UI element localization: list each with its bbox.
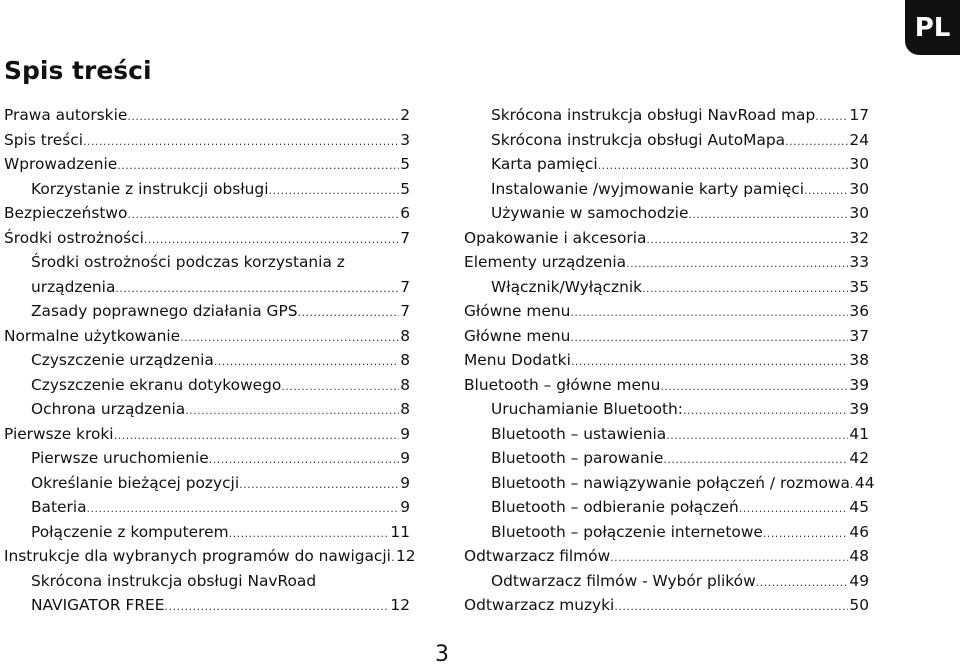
toc-entry[interactable] bbox=[464, 495, 869, 520]
toc-entry-page: 8 bbox=[400, 400, 410, 418]
dot-leader bbox=[626, 250, 848, 275]
toc-entry[interactable] bbox=[464, 128, 869, 153]
dot-leader bbox=[756, 569, 849, 594]
dot-leader bbox=[646, 226, 848, 251]
toc-entry-title: Bateria bbox=[31, 498, 87, 516]
dot-leader bbox=[666, 422, 848, 447]
dot-leader bbox=[804, 177, 848, 202]
toc-entry-page: 7 bbox=[400, 228, 410, 247]
dot-leader bbox=[83, 128, 399, 153]
toc-entry[interactable] bbox=[4, 520, 410, 545]
toc-entry-title: urządzenia bbox=[31, 277, 116, 296]
toc-entry-page bbox=[316, 569, 317, 594]
dot-leader bbox=[614, 593, 848, 618]
toc-entry-page: 45 bbox=[849, 498, 869, 516]
toc-entry-title: Zasady poprawnego działania GPS bbox=[31, 302, 298, 320]
dot-leader bbox=[642, 275, 848, 300]
toc-entry-page: 3 bbox=[400, 130, 410, 149]
dot-leader bbox=[127, 103, 399, 128]
toc-entry-title: Skrócona instrukcja obsługi NavRoad map bbox=[491, 106, 816, 124]
toc-entry-page: 12 bbox=[395, 547, 416, 565]
toc-entry-page: 2 bbox=[400, 106, 410, 124]
toc-entry-title: Wprowadzenie bbox=[4, 155, 118, 173]
toc-entry-page: 49 bbox=[849, 571, 869, 590]
toc-entry-page: 44 bbox=[854, 473, 875, 492]
toc-entry[interactable] bbox=[4, 177, 410, 202]
toc-entry-page: 32 bbox=[849, 228, 869, 247]
toc-entry-page: 36 bbox=[849, 302, 869, 320]
dot-leader bbox=[663, 446, 848, 471]
toc-entry-title: Skrócona instrukcja obsługi AutoMapa bbox=[491, 130, 786, 149]
toc-entry-page: 33 bbox=[849, 253, 869, 271]
dot-leader bbox=[87, 495, 400, 520]
toc-entry-page bbox=[345, 250, 346, 275]
toc-entry-title: Odtwarzacz filmów bbox=[464, 547, 611, 565]
toc-entry-page: 9 bbox=[400, 424, 410, 443]
dot-leader bbox=[298, 299, 400, 324]
toc-entry-title: Elementy urządzenia bbox=[464, 253, 627, 271]
toc-entry[interactable] bbox=[464, 471, 875, 496]
toc-entry-title: Odtwarzacz muzyki bbox=[464, 596, 615, 614]
toc-entry-title: Menu Dodatki bbox=[464, 351, 571, 369]
toc-entry-title: Skrócona instrukcja obsługi NavRoad bbox=[31, 571, 317, 590]
toc-entry-page: 35 bbox=[849, 277, 869, 296]
dot-leader bbox=[144, 226, 399, 251]
toc-entry[interactable] bbox=[4, 397, 410, 422]
toc-entry[interactable] bbox=[464, 201, 869, 226]
toc-entry[interactable] bbox=[4, 152, 410, 177]
toc-entry-page: 9 bbox=[400, 473, 410, 492]
toc-entry[interactable] bbox=[464, 152, 869, 177]
toc-entry-title: Włącznik/Wyłącznik bbox=[491, 277, 643, 296]
toc-entry-title: Bluetooth – ustawienia bbox=[491, 424, 667, 443]
toc-entry-title: Używanie w samochodzie bbox=[491, 204, 689, 222]
dot-leader bbox=[180, 324, 399, 349]
page-number: 3 bbox=[435, 642, 449, 667]
toc-entry-title: Bluetooth – połączenie internetowe bbox=[491, 522, 763, 541]
toc-entry[interactable] bbox=[464, 446, 869, 471]
toc-entry[interactable] bbox=[4, 373, 410, 398]
toc-entry[interactable] bbox=[464, 275, 869, 300]
dot-leader bbox=[571, 348, 849, 373]
toc-entry[interactable] bbox=[4, 544, 416, 569]
toc-entry[interactable] bbox=[4, 593, 410, 618]
toc-entry-title: Środki ostrożności bbox=[4, 228, 144, 247]
toc-entry[interactable] bbox=[4, 250, 410, 275]
toc-entry[interactable] bbox=[4, 299, 410, 324]
toc-left-column bbox=[4, 103, 416, 618]
toc-entry-page: 39 bbox=[849, 375, 869, 394]
toc-entry-title: Pierwsze kroki bbox=[4, 424, 114, 443]
toc-entry[interactable] bbox=[464, 397, 869, 422]
dot-leader bbox=[114, 422, 400, 447]
dot-leader bbox=[598, 152, 849, 177]
toc-entry[interactable] bbox=[4, 569, 410, 594]
toc-entry-title: Uruchamianie Bluetooth: bbox=[491, 400, 683, 418]
toc-entry[interactable] bbox=[4, 103, 410, 128]
language-badge: PL bbox=[905, 0, 960, 55]
toc-entry-page: 48 bbox=[849, 547, 869, 565]
toc-entry-page: 8 bbox=[400, 351, 410, 369]
toc-entry-page: 41 bbox=[849, 424, 869, 443]
toc-entry-page: 5 bbox=[400, 155, 410, 173]
dot-leader bbox=[815, 103, 848, 128]
toc-entry-title: Bluetooth – parowanie bbox=[491, 449, 664, 467]
toc-entry-page: 46 bbox=[849, 522, 869, 541]
toc-entry-page: 8 bbox=[400, 326, 410, 345]
page-title: Spis treści bbox=[4, 56, 152, 85]
dot-leader bbox=[660, 373, 848, 398]
dot-leader bbox=[239, 471, 399, 496]
toc-entry-page: 50 bbox=[849, 596, 869, 614]
toc-entry-page: 42 bbox=[849, 449, 869, 467]
toc-entry[interactable] bbox=[4, 446, 410, 471]
toc-entry[interactable] bbox=[464, 177, 869, 202]
toc-entry[interactable] bbox=[4, 495, 410, 520]
toc-entry-title: Czyszczenie urządzenia bbox=[31, 351, 214, 369]
toc-entry-title: Odtwarzacz filmów - Wybór plików bbox=[491, 571, 756, 590]
toc-entry-title: Główne menu bbox=[464, 326, 571, 345]
toc-entry[interactable] bbox=[464, 348, 869, 373]
toc-entry-title: Czyszczenie ekranu dotykowego bbox=[31, 375, 282, 394]
toc-entry[interactable] bbox=[464, 422, 869, 447]
dot-leader bbox=[570, 324, 848, 349]
dot-leader bbox=[214, 348, 399, 373]
dot-leader bbox=[610, 544, 848, 569]
toc-entry-page: 30 bbox=[849, 155, 869, 173]
toc-entry[interactable] bbox=[464, 324, 869, 349]
dot-leader bbox=[785, 128, 848, 153]
toc-entry[interactable] bbox=[4, 422, 410, 447]
toc-entry-title: Instrukcje dla wybranych programów do nawigacji bbox=[4, 547, 391, 565]
toc-entry[interactable] bbox=[464, 593, 869, 618]
toc-entry-title: Karta pamięci bbox=[491, 155, 598, 173]
toc-entry-page: 5 bbox=[400, 179, 410, 198]
toc-entry[interactable] bbox=[4, 226, 410, 251]
toc-entry[interactable] bbox=[4, 348, 410, 373]
toc-entry-title: Bluetooth – główne menu bbox=[464, 375, 661, 394]
toc-entry-page: 38 bbox=[849, 351, 869, 369]
toc-entry[interactable] bbox=[464, 569, 869, 594]
dot-leader bbox=[739, 495, 849, 520]
toc-entry[interactable] bbox=[464, 544, 869, 569]
dot-leader bbox=[683, 397, 848, 422]
toc-entry-page: 11 bbox=[390, 522, 410, 541]
dot-leader bbox=[570, 299, 848, 324]
toc-entry-title: Bluetooth – odbieranie połączeń bbox=[491, 498, 739, 516]
toc-entry-page: 7 bbox=[400, 302, 410, 320]
toc-entry-page: 8 bbox=[400, 375, 410, 394]
dot-leader bbox=[688, 201, 848, 226]
toc-entry-title: Korzystanie z instrukcji obsługi bbox=[31, 179, 269, 198]
toc-entry-title: Pierwsze uruchomienie bbox=[31, 449, 209, 467]
toc-entry-page: 12 bbox=[390, 596, 410, 614]
toc-entry-title: Bezpieczeństwo bbox=[4, 204, 128, 222]
toc-entry-page: 6 bbox=[400, 204, 410, 222]
dot-leader bbox=[185, 397, 399, 422]
toc-entry-title: Opakowanie i akcesoria bbox=[464, 228, 647, 247]
dot-leader bbox=[209, 446, 399, 471]
toc-entry[interactable] bbox=[464, 250, 869, 275]
toc-entry-title: Prawa autorskie bbox=[4, 106, 128, 124]
dot-leader bbox=[164, 593, 389, 618]
toc-entry[interactable] bbox=[464, 373, 869, 398]
dot-leader bbox=[117, 152, 399, 177]
toc-entry-title: Ochrona urządzenia bbox=[31, 400, 186, 418]
dot-leader bbox=[229, 520, 390, 545]
toc-entry-page: 7 bbox=[400, 277, 410, 296]
toc-entry[interactable] bbox=[4, 275, 410, 300]
dot-leader bbox=[127, 201, 399, 226]
dot-leader bbox=[268, 177, 399, 202]
toc-entry-page: 37 bbox=[849, 326, 869, 345]
toc-entry-title: Spis treści bbox=[4, 130, 83, 149]
toc-entry-page: 30 bbox=[849, 204, 869, 222]
toc-entry-page: 9 bbox=[400, 449, 410, 467]
toc-entry-title: Główne menu bbox=[464, 302, 571, 320]
toc-entry-title: Normalne użytkowanie bbox=[4, 326, 181, 345]
toc-entry-page: 17 bbox=[849, 106, 869, 124]
toc-entry[interactable] bbox=[4, 201, 410, 226]
toc-entry[interactable] bbox=[464, 226, 869, 251]
toc-entry-page: 24 bbox=[849, 130, 869, 149]
toc-entry-title: NAVIGATOR FREE bbox=[31, 596, 165, 614]
dot-leader bbox=[281, 373, 399, 398]
dot-leader bbox=[115, 275, 399, 300]
toc-entry[interactable] bbox=[464, 103, 869, 128]
toc-entry-title: Określanie bieżącej pozycji bbox=[31, 473, 240, 492]
toc-entry-page: 9 bbox=[400, 498, 410, 516]
toc-entry-page: 39 bbox=[849, 400, 869, 418]
toc-entry-page: 30 bbox=[849, 179, 869, 198]
dot-leader bbox=[763, 520, 849, 545]
toc-entry[interactable] bbox=[4, 324, 410, 349]
toc-entry-title: Bluetooth – nawiązywanie połączeń / rozmowa bbox=[491, 473, 850, 492]
toc-entry-title: Instalowanie /wyjmowanie karty pamięci bbox=[491, 179, 804, 198]
toc-entry-title: Połączenie z komputerem bbox=[31, 522, 229, 541]
toc-right-column bbox=[464, 103, 875, 618]
toc-entry[interactable] bbox=[464, 520, 869, 545]
toc-entry-title: Środki ostrożności podczas korzystania z bbox=[31, 253, 345, 271]
toc-entry[interactable] bbox=[4, 471, 410, 496]
toc-entry[interactable] bbox=[464, 299, 869, 324]
toc-entry[interactable] bbox=[4, 128, 410, 153]
